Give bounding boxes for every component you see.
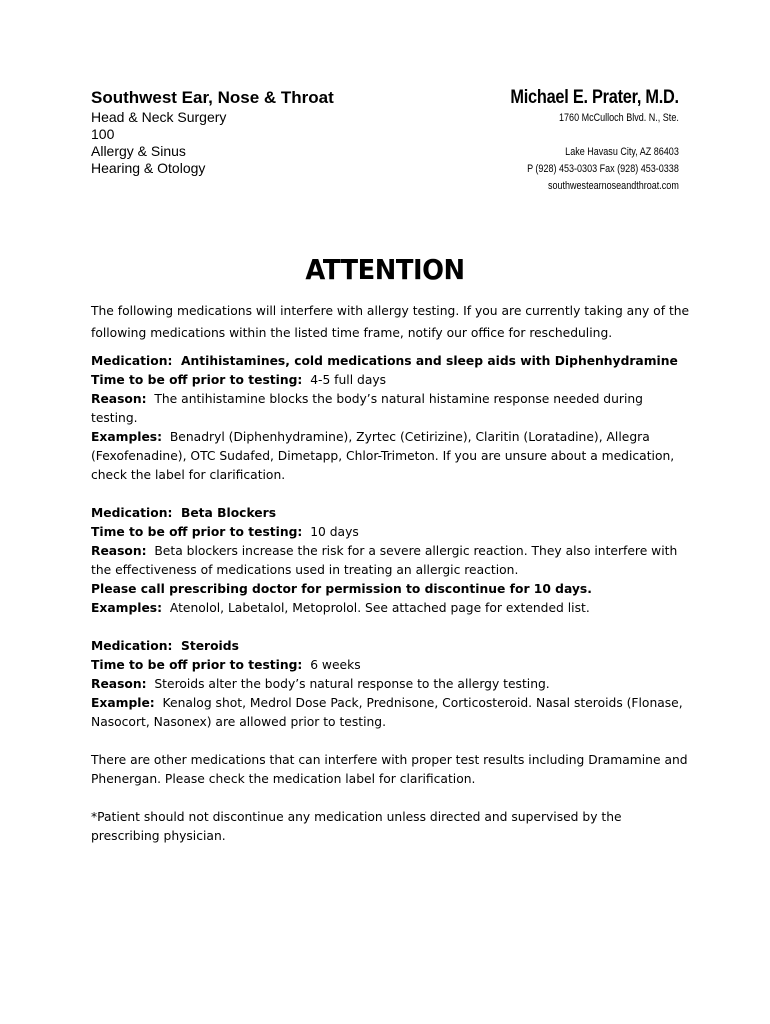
medication-line: Medication: Steroids [91,639,239,653]
service-line: Head & Neck Surgery [91,109,227,125]
reason-line: Reason: The antihistamine blocks the body’s natural histamine response needed during testing. [91,392,643,425]
footnote: *Patient should not discontinue any medication unless directed and supervised by the prescribing physician. [91,810,622,843]
document-body [91,301,691,846]
service-line: 100 [91,126,115,142]
address-line: 1760 McCulloch Blvd. N., Ste. [559,112,679,124]
service-line: Hearing & Otology [91,160,206,176]
reason-line: Reason: Steroids alter the body’s natural response to the allergy testing. [91,677,550,691]
phone-fax-line: P (928) 453-0303 Fax (928) 453-0338 [527,163,679,175]
doctor-header [483,86,679,195]
reason-line: Reason: Beta blockers increase the risk for a severe allergic reaction. They also interfere with the effectiveness of medications used in treating an allergic reaction. [91,544,678,577]
warning-line: Please call prescribing doctor for permission to discontinue for 10 days. [91,582,592,596]
doctor-name: Michael E. Prater, M.D. [510,87,679,108]
medication-line: Medication: Antihistamines, cold medications and sleep aids with Diphenhydramine [91,354,678,368]
city-line: Lake Havasu City, AZ 86403 [565,146,679,158]
practice-name: Southwest Ear, Nose & Throat [91,88,334,107]
time-off-line: Time to be off prior to testing: 4-5 full days [91,373,387,387]
practice-header [91,87,334,177]
page-title: ATTENTION [305,253,465,286]
example-line: Example: Kenalog shot, Medrol Dose Pack, Prednisone, Corticosteroid. Nasal steroids (Flonase, Nasocort, Nasonex) are allowed prior to testing. [91,696,683,729]
medication-section [91,352,691,485]
other-medications-note: There are other medications that can interfere with proper test results including Dramamine and Phenergan. Please check the medication label for clarification. [91,753,688,786]
examples-line: Examples: Benadryl (Diphenhydramine), Zyrtec (Cetirizine), Claritin (Loratadine), Allegra (Fexofenadine), OTC Sudafed, Dimetapp, Chlor-Trimeton. If you are unsure about a medication, check the label for clarification. [91,430,675,482]
time-off-line: Time to be off prior to testing: 6 weeks [91,658,361,672]
intro-paragraph: The following medications will interfere with allergy testing. If you are currently taking any of the following medications within the listed time frame, notify our office for rescheduling. [91,304,690,340]
website: southwestearnoseandthroat.com [548,180,679,192]
service-line: Allergy & Sinus [91,143,186,159]
medication-section [91,637,691,732]
medication-line: Medication: Beta Blockers [91,506,277,520]
time-off-line: Time to be off prior to testing: 10 days [91,525,359,539]
medication-section [91,504,691,618]
examples-line: Examples: Atenolol, Labetalol, Metoprolol. See attached page for extended list. [91,601,590,615]
